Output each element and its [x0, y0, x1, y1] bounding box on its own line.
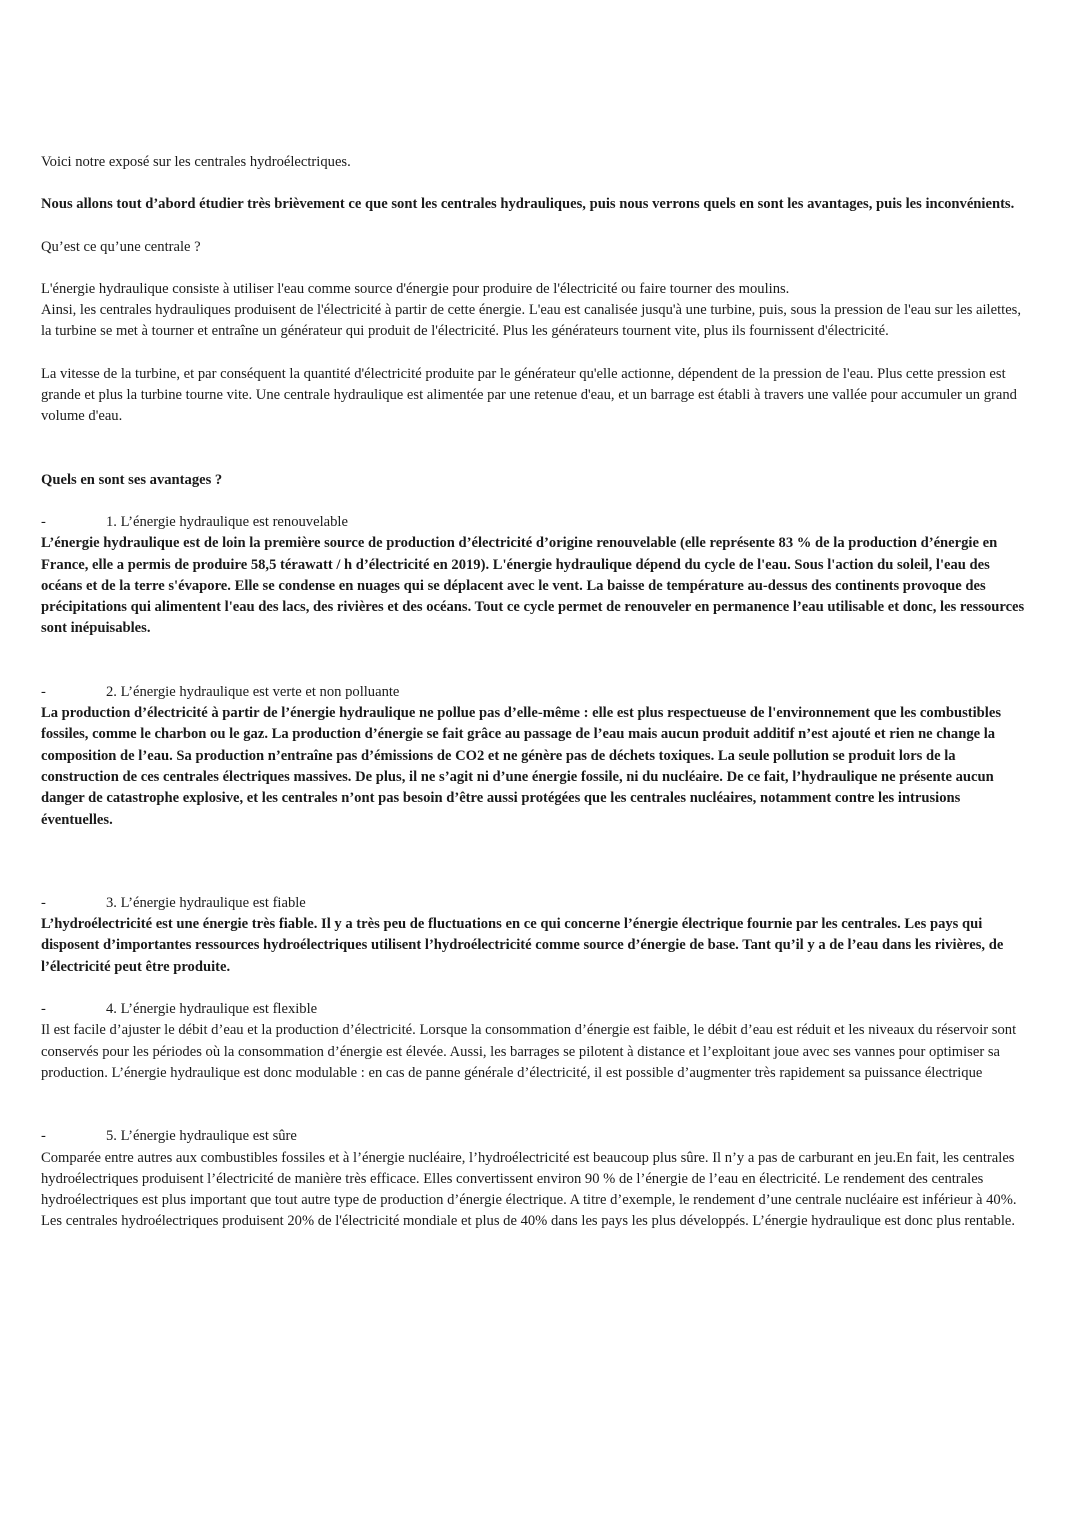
document-body: [41, 152, 1031, 1233]
advantage-text: Il est facile d’ajuster le débit d’eau et la production d’électricité. Lorsque la consommation d’énergie est faible, le débit d’eau est réduit et les niveaux du réservoir sont conservés pour les périodes où la consommation d’énergie est élevée. Aussi, les barrages se pilotent à distance et l’exploitant joue avec ses vannes pour optimiser sa production. L’énergie hydraulique est donc modulable : en cas de panne générale d’électricité, il est possible d’augmenter très rapidement sa puissance électrique: [41, 1022, 1017, 1081]
list-dash: -: [41, 1128, 46, 1145]
advantage-item-5: [41, 1126, 1031, 1232]
advantage-item-4: [41, 999, 1031, 1084]
advantage-title: 1. L’énergie hydraulique est renouvelable: [106, 513, 348, 530]
intro-paragraph: Voici notre exposé sur les centrales hydroélectriques.: [41, 154, 351, 170]
list-dash: -: [41, 513, 46, 530]
advantage-title: 5. L’énergie hydraulique est sûre: [106, 1128, 297, 1145]
advantage-text: La production d’électricité à partir de l’énergie hydraulique ne pollue pas d’elle-même : elle est plus respectueuse de l'environnement que les combustibles fossiles, comme le charbon ou le gaz. La production d’énergie se fait grâce au passage de l’eau mais aucun produit additif n’est ajouté et rien ne change la composition de l’eau. Sa production n’entraîne pas d’émissions de CO2 et ne génère pas de déchets toxiques. La seule pollution se produit lors de la construction de ces centrales électriques massives. De plus, il ne s’agit ni d’une énergie fossile, ni du nucléaire. De ce fait, l’hydraulique ne présente aucun danger de catastrophe explosive, et les centrales n’ont pas besoin d’être aussi protégées que les centrales nucléaires, notamment contre les intrusions éventuelles.: [41, 705, 1002, 828]
advantage-item-header: [41, 1126, 1031, 1147]
advantage-item-header: [41, 893, 1031, 914]
list-dash: -: [41, 1001, 46, 1018]
advantage-text: Comparée entre autres aux combustibles fossiles et à l’énergie nucléaire, l’hydroélectricité est beaucoup plus sûre. Il n’y a pas de carburant en jeu.En fait, les centrales hydroélectriques produisent l’électricité de manière très efficace. Elles convertissent environ 90 % de l’énergie de l’eau en électricité. Le rendement des centrales hydroélectriques est plus important que tout autre type de production d’énergie électrique. A titre d’exemple, le rendement d’une centrale nucléaire est inférieur à 40%. Les centrales hydroélectriques produisent 20% de l'électricité mondiale et plus de 40% dans les pays les plus développés. L’énergie hydraulique est donc plus rentable.: [41, 1149, 1017, 1230]
list-dash: -: [41, 894, 46, 911]
advantage-item-2: [41, 682, 1031, 831]
list-dash: -: [41, 683, 46, 700]
advantage-item-3: [41, 893, 1031, 978]
section-question-centrale: Qu’est ce qu’une centrale ?: [41, 238, 201, 255]
advantage-title: 3. L’énergie hydraulique est fiable: [106, 894, 306, 911]
centrale-paragraph-1-line-1: L'énergie hydraulique consiste à utiliser l'eau comme source d'énergie pour produire de l'électricité ou faire tourner des moulins.: [41, 280, 790, 297]
advantage-title: 2. L’énergie hydraulique est verte et non polluante: [106, 683, 400, 700]
section-avantages-title: Quels en sont ses avantages ?: [41, 471, 223, 488]
centrale-paragraph-2: La vitesse de la turbine, et par conséquent la quantité d'électricité produite par le générateur qu'elle actionne, dépendent de la pression de l'eau. Plus cette pression est grande et plus la turbine tourne vite. Une centrale hydraulique est alimentée par une retenue d'eau, et un barrage est établi à travers une vallée pour accumuler un grand volume d'eau.: [41, 365, 1017, 425]
advantage-title: 4. L’énergie hydraulique est flexible: [106, 1001, 318, 1018]
advantage-text: L’énergie hydraulique est de loin la première source de production d’électricité d’origine renouvelable (elle représente 83 % de la production d’énergie en France, elle a permis de produire 58,5 térawatt / h d’électricité en 2019). L'énergie hydraulique dépend du cycle de l'eau. Sous l'action du soleil, l'eau des océans et de la terre s'évapore. Elle se condense en nuages qui se déplacent avec le vent. La baisse de température au-dessus des continents provoque des précipitations qui alimentent l'eau des lacs, des rivières et des océans. Tout ce cycle permet de renouveler en permanence l’eau utilisable et donc, les ressources sont inépuisables.: [41, 535, 1025, 637]
advantage-item-header: [41, 682, 1031, 703]
advantage-item-1: [41, 512, 1031, 640]
advantage-item-header: [41, 999, 1031, 1020]
advantage-item-header: [41, 512, 1031, 533]
centrale-paragraph-1-line-2: Ainsi, les centrales hydrauliques produisent de l'électricité à partir de cette énergie. L'eau est canalisée jusqu'à une turbine, puis, sous la pression de l'eau sur les ailettes, la turbine se met à tourner et entraîne un générateur qui produit de l'électricité. Plus les générateurs tournent vite, plus ils fournissent d'électricité.: [41, 302, 1021, 340]
plan-paragraph: Nous allons tout d’abord étudier très brièvement ce que sont les centrales hydrauliques, puis nous verrons quels en sont les avantages, puis les inconvénients.: [41, 196, 1015, 213]
advantage-text: L’hydroélectricité est une énergie très fiable. Il y a très peu de fluctuations en ce qui concerne l’énergie électrique fournie par les centrales. Les pays qui disposent d’importantes ressources hydroélectriques utilisent l’hydroélectricité comme source d’énergie de base. Tant qu’il y a de l’eau dans les rivières, de l’électricité peut être produite.: [41, 916, 1004, 975]
